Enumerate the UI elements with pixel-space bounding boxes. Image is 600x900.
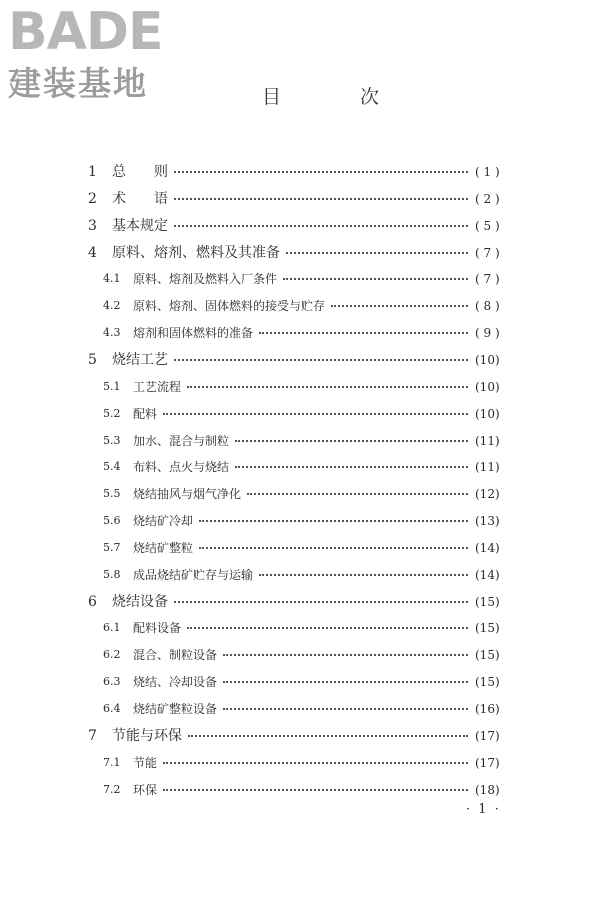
toc-dot-leader [223, 654, 468, 656]
toc-entry-title: 基本规定 [112, 217, 168, 234]
toc-entry-title: 节能 [133, 755, 158, 770]
toc-entry-page: ( 2 ) [475, 191, 500, 206]
toc-entry-title: 工艺流程 [133, 379, 182, 394]
toc-entry-title: 原料、熔剂、固体燃料的接受与贮存 [133, 299, 326, 314]
toc-dot-leader [283, 278, 468, 280]
toc-entry-number: 5.1 [103, 379, 121, 393]
toc-entry-page: (15) [475, 594, 500, 609]
toc-entry-page: (16) [475, 702, 500, 716]
logo-subtitle: 建装基地 [8, 64, 148, 103]
toc-entry-page: ( 7 ) [475, 245, 500, 260]
toc-dot-leader [174, 359, 468, 361]
toc-entry-number: 4.1 [103, 272, 121, 286]
toc-entry-page: (10) [475, 379, 500, 394]
toc-entry-number: 2 [88, 190, 97, 207]
toc-dot-leader [174, 601, 468, 603]
toc-entry-number: 5.3 [103, 433, 121, 447]
logo-mark: BADE [8, 2, 163, 62]
toc-chapter-row[interactable] [0, 160, 600, 184]
toc-entry-number: 5.6 [103, 514, 121, 528]
toc-entry-page: (14) [475, 567, 500, 582]
toc-entry-title: 烧结抽风与烟气净化 [133, 487, 242, 502]
toc-entry-page: (14) [475, 540, 500, 555]
toc-entry-number: 7 [88, 727, 97, 744]
toc-entry-title: 混合、制粒设备 [133, 648, 218, 663]
toc-entry-number: 6.4 [103, 702, 121, 715]
toc-section-row[interactable] [0, 267, 600, 291]
toc-entry-title: 配料 [133, 406, 158, 421]
toc-dot-leader [199, 520, 468, 522]
toc-dot-leader [163, 789, 468, 791]
toc-entry-page: ( 8 ) [475, 299, 500, 314]
toc-section-row[interactable] [0, 697, 600, 721]
toc-dot-leader [187, 386, 468, 388]
toc-section-row[interactable] [0, 670, 600, 694]
toc-entry-number: 7.1 [103, 755, 121, 769]
toc-entry-title: 术 语 [112, 190, 168, 207]
toc-entry-title: 烧结矿整粒 [133, 540, 194, 555]
toc-dot-leader [199, 547, 468, 549]
toc-entry-number: 3 [88, 217, 97, 234]
toc-entry-number: 6.2 [103, 648, 121, 662]
toc-entry-number: 5.5 [103, 487, 121, 501]
toc-entry-title: 烧结矿整粒设备 [133, 702, 218, 716]
toc-dot-leader [331, 305, 468, 307]
toc-entry-title: 烧结矿冷却 [133, 514, 194, 529]
toc-entry-number: 4.3 [103, 326, 121, 340]
toc-dot-leader [163, 413, 468, 415]
toc-dot-leader [235, 466, 468, 468]
toc-section-row[interactable] [0, 375, 600, 399]
toc-entry-title: 加水、混合与制粒 [133, 433, 230, 448]
toc-entry-title: 原料、熔剂及燃料入厂条件 [133, 272, 278, 287]
toc-entry-number: 5.2 [103, 406, 121, 420]
toc-entry-page: (18) [475, 782, 500, 797]
toc-entry-title: 烧结、冷却设备 [133, 675, 218, 690]
toc-section-row[interactable] [0, 778, 600, 802]
toc-dot-leader [259, 332, 468, 334]
toc-entry-number: 5.7 [103, 540, 121, 554]
toc-entry-page: (15) [475, 648, 500, 663]
toc-entry-page: (13) [475, 514, 500, 529]
toc-section-row[interactable] [0, 536, 600, 560]
toc-entry-number: 5 [88, 351, 97, 368]
toc-chapter-row[interactable] [0, 241, 600, 265]
toc-chapter-row[interactable] [0, 724, 600, 748]
toc-entry-title: 节能与环保 [112, 727, 182, 744]
toc-entry-title: 总 则 [112, 164, 168, 180]
toc-entry-number: 4.2 [103, 299, 121, 313]
toc-entry-number: 5.8 [103, 567, 121, 581]
toc-entry-number: 7.2 [103, 782, 121, 796]
toc-section-row[interactable] [0, 751, 600, 775]
toc-entry-title: 成品烧结矿贮存与运输 [133, 567, 254, 582]
toc-entry-page: (17) [475, 755, 500, 770]
toc-entry-page: ( 7 ) [475, 272, 500, 287]
toc-entry-title: 烧结工艺 [112, 351, 168, 368]
toc-section-row[interactable] [0, 563, 600, 587]
toc-entry-page: (11) [475, 433, 500, 448]
toc-dot-leader [188, 735, 468, 737]
toc-section-row[interactable] [0, 482, 600, 506]
toc-chapter-row[interactable] [0, 348, 600, 372]
toc-entry-title: 环保 [133, 782, 158, 797]
toc-entry-page: (15) [475, 621, 500, 636]
toc-entry-page: (10) [475, 406, 500, 421]
toc-entry-page: (17) [475, 728, 500, 743]
toc-entry-number: 4 [88, 244, 97, 261]
toc-section-row[interactable] [0, 402, 600, 426]
toc-entry-page: ( 9 ) [475, 326, 500, 341]
toc-entry-page: ( 5 ) [475, 218, 500, 233]
toc-section-row[interactable] [0, 643, 600, 667]
toc-entry-title: 原料、熔剂、燃料及其准备 [112, 244, 280, 261]
toc-section-row[interactable] [0, 429, 600, 453]
toc-chapter-row[interactable] [0, 187, 600, 211]
page-number: · 1 · [466, 802, 501, 817]
toc-entry-title: 熔剂和固体燃料的准备 [133, 326, 254, 341]
toc-dot-leader [174, 198, 468, 200]
toc-entry-number: 6.3 [103, 675, 121, 689]
toc-dot-leader [247, 493, 468, 495]
toc-entry-number: 5.4 [103, 460, 121, 474]
toc-section-row[interactable] [0, 321, 600, 345]
toc-entry-title: 布料、点火与烧结 [133, 460, 230, 475]
toc-section-row[interactable] [0, 509, 600, 533]
toc-entry-number: 6.1 [103, 621, 121, 635]
toc-entry-page: (15) [475, 675, 500, 690]
toc-section-row[interactable] [0, 455, 600, 479]
toc-entry-page: (11) [475, 460, 500, 475]
toc-entry-number: 6 [88, 593, 97, 610]
toc-entry-page: (12) [475, 487, 500, 502]
toc-dot-leader [286, 252, 468, 254]
toc-dot-leader [163, 762, 468, 764]
toc-dot-leader [223, 681, 468, 683]
toc-chapter-row[interactable] [0, 590, 600, 614]
page-title: 目 次 [262, 86, 410, 108]
toc-entry-page: ( 1 ) [475, 165, 500, 179]
toc-section-row[interactable] [0, 294, 600, 318]
toc-section-row[interactable] [0, 616, 600, 640]
toc-entry-page: (10) [475, 352, 500, 367]
toc-dot-leader [235, 440, 468, 442]
toc-chapter-row[interactable] [0, 214, 600, 238]
toc-dot-leader [187, 627, 468, 629]
toc-dot-leader [174, 225, 468, 227]
toc-dot-leader [259, 574, 468, 576]
toc-entry-number: 1 [88, 164, 97, 180]
toc-entry-title: 烧结设备 [112, 593, 168, 610]
toc-dot-leader [223, 708, 468, 710]
toc-entry-title: 配料设备 [133, 621, 182, 636]
toc-dot-leader [174, 171, 468, 173]
